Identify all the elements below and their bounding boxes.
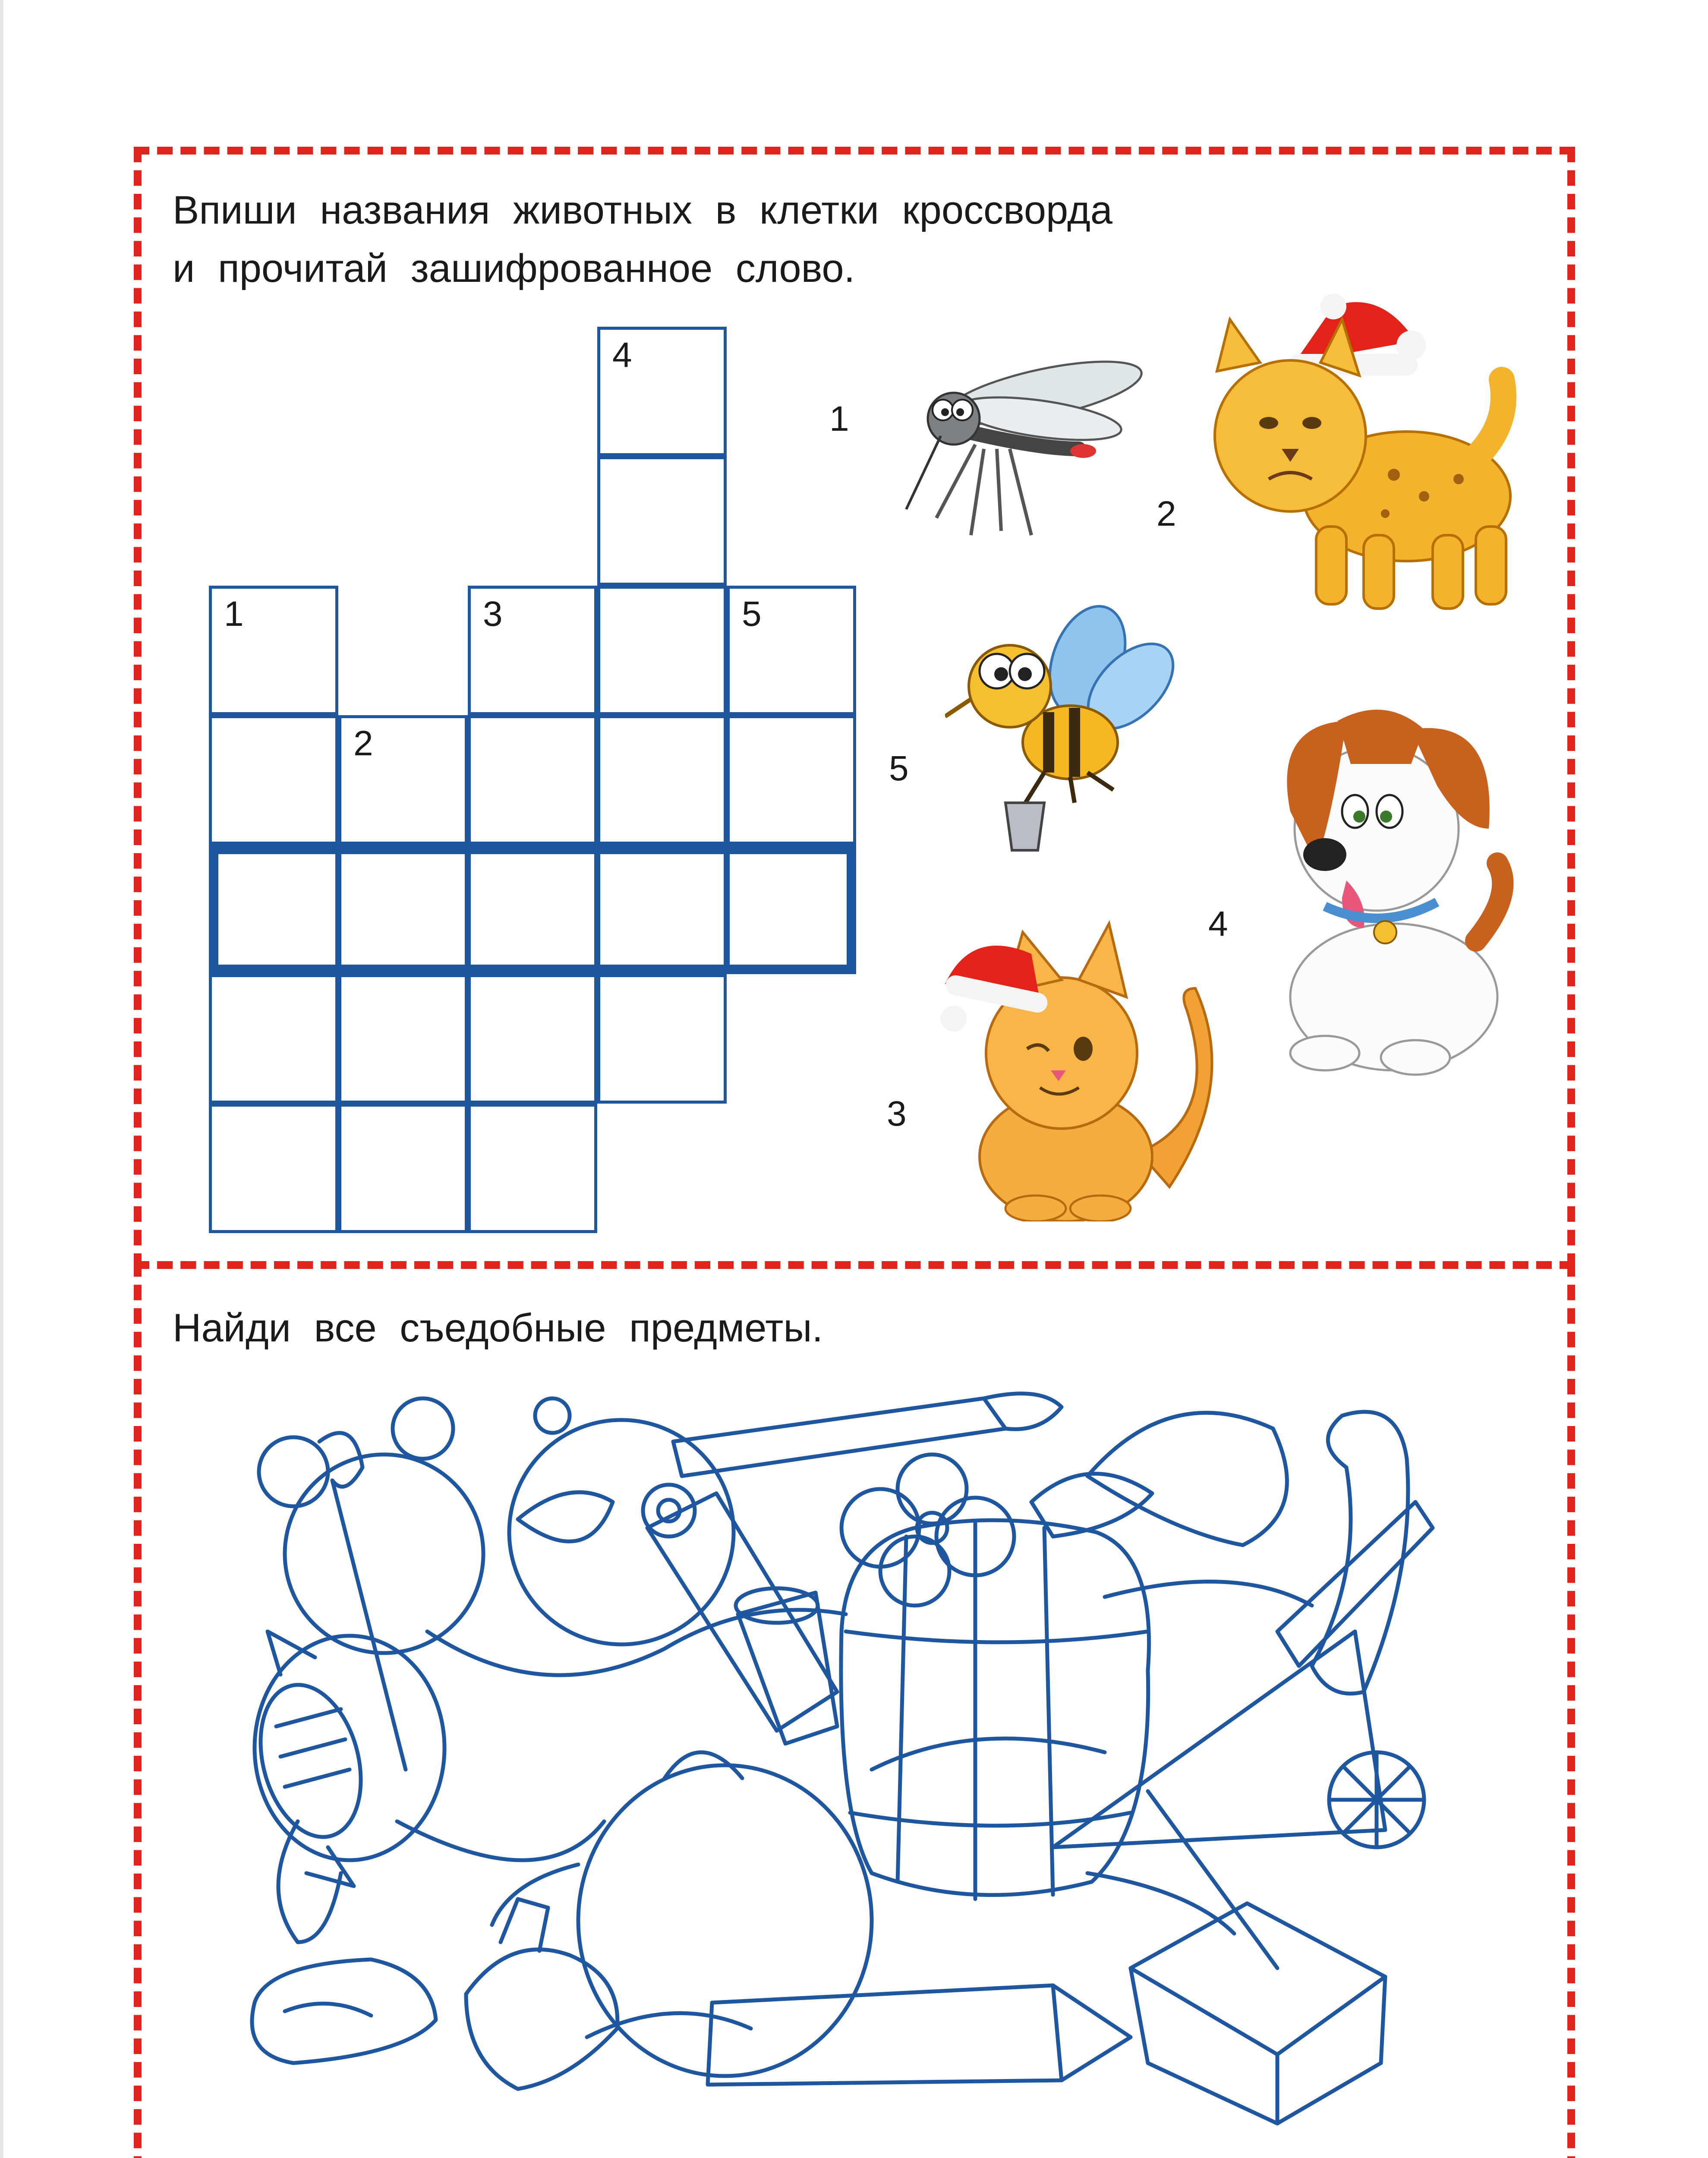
lemon-slice-outline — [1329, 1752, 1424, 1847]
picture-label-4: 4 — [1208, 904, 1228, 943]
clue-number-2: 2 — [353, 724, 373, 763]
crossword-instruction-line-1: Впиши названия животных в клетки кроссворда — [173, 188, 1112, 232]
crossword-cell[interactable] — [209, 974, 338, 1104]
crossword-cell[interactable] — [468, 715, 597, 845]
crossword-cell[interactable] — [338, 715, 468, 845]
crossword-cell[interactable] — [338, 1104, 468, 1233]
barrel-outline — [841, 1520, 1149, 1899]
crossword-cell[interactable] — [209, 1104, 338, 1233]
teddy-bear-outline — [255, 1398, 483, 1942]
clue-number-4: 4 — [612, 335, 632, 375]
crossword-instruction — [173, 181, 1112, 298]
answer-cell[interactable] — [209, 845, 338, 974]
crossword-cell[interactable] — [727, 715, 856, 845]
flower-outline — [841, 1454, 1014, 1606]
crossword-cell[interactable] — [727, 586, 856, 715]
box-outline — [1131, 1903, 1385, 2123]
crossword-cell[interactable] — [597, 715, 727, 845]
answer-cell[interactable] — [597, 845, 727, 974]
crossword-cell[interactable] — [338, 974, 468, 1104]
picture-label-3: 3 — [887, 1094, 907, 1133]
crossword-cell[interactable] — [209, 586, 338, 715]
picture-label-2: 2 — [1157, 494, 1176, 533]
lynx-icon — [1200, 293, 1545, 622]
crossword-cell[interactable] — [468, 586, 597, 715]
tangled-objects-picture — [242, 1390, 1476, 2132]
crossword-instruction-line-2: и прочитай зашифрованное слово. — [173, 246, 855, 290]
clue-number-5: 5 — [742, 594, 762, 634]
answer-cell[interactable] — [727, 845, 856, 974]
clue-number-1: 1 — [224, 594, 244, 634]
crossword-cell[interactable] — [209, 715, 338, 845]
dog-icon — [1273, 699, 1523, 1079]
answer-cell[interactable] — [338, 845, 468, 974]
crossword-cell[interactable] — [597, 456, 727, 586]
kettle-outline — [492, 1752, 872, 2076]
crossword-cell[interactable] — [597, 586, 727, 715]
picture-label-1: 1 — [829, 399, 849, 439]
crossword-grid — [209, 327, 856, 1233]
picture-label-5: 5 — [889, 749, 909, 788]
clue-number-3: 3 — [483, 594, 503, 634]
candy-outline — [245, 1631, 377, 1886]
bee-icon — [945, 600, 1178, 868]
crossword-cell[interactable] — [468, 974, 597, 1104]
crossword-cell[interactable] — [597, 974, 727, 1104]
spoon-outline — [319, 1433, 406, 1770]
crossword-cell[interactable] — [468, 1104, 597, 1233]
answer-cell[interactable] — [468, 845, 597, 974]
slipper-outline — [252, 1959, 436, 2063]
kitten-icon — [936, 911, 1230, 1221]
mosquito-icon — [889, 345, 1148, 552]
bottle-outline — [643, 1485, 837, 1731]
page-edge — [0, 0, 3, 2158]
edible-items-instruction: Найди все съедобные предметы. — [173, 1306, 823, 1350]
sailboat-outline — [1053, 1502, 1433, 1968]
tangle-lines — [397, 1581, 1312, 2037]
brush-outline — [673, 1394, 1062, 1476]
crossword-cell[interactable] — [597, 327, 727, 456]
